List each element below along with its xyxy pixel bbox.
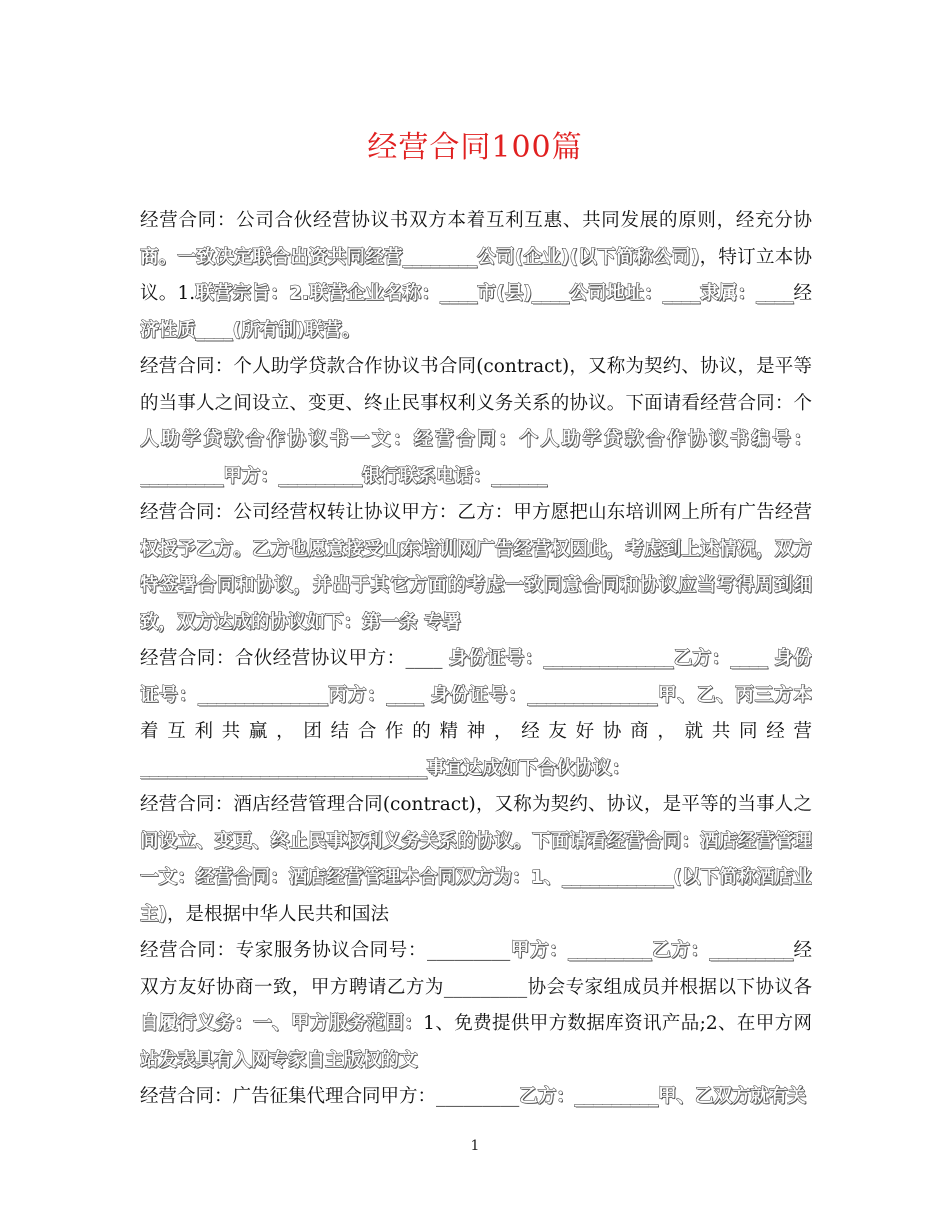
text-line bbox=[140, 756, 812, 782]
text-line bbox=[140, 902, 812, 928]
page-title: 经营合同100篇 bbox=[367, 130, 583, 165]
text-line bbox=[140, 573, 812, 599]
text-run: 经营合同：合伙经营协议甲方：____ bbox=[140, 648, 449, 669]
text-run: 经营合同：公司经营权转让协议甲方：乙方：甲方愿把山东培训网上所有广告经营 bbox=[140, 502, 812, 523]
text-run: 经营合同：专家服务协议合同号：_________ bbox=[140, 940, 511, 961]
text-line bbox=[140, 938, 812, 964]
text-line bbox=[140, 1011, 812, 1037]
text-run: 1、免费提供甲方数据库资讯产品;2、在甲方网 bbox=[423, 1013, 812, 1034]
text-run: 经营合同：酒店经营管理合同(contract)，又称为契约、协议，是平等的当事人之 bbox=[140, 794, 812, 815]
bold-text-run: _______________________________事宜达成如下合伙协议： bbox=[140, 757, 631, 779]
text-line bbox=[140, 208, 812, 234]
text-line bbox=[140, 975, 812, 1001]
bold-text-run: 联营宗旨：2.联营企业名称：____市(县)____公司地址：____隶属：____ bbox=[195, 283, 794, 304]
bold-text-run: 一文：经营合同：酒店经营管理本合同双方为：1、____________(以下简称酒店业 bbox=[140, 867, 812, 888]
text-line bbox=[140, 500, 812, 526]
text-line bbox=[140, 646, 812, 672]
bold-text-run: 甲方：_________乙方：_________ bbox=[510, 940, 793, 961]
text-line bbox=[140, 1084, 812, 1110]
text-line bbox=[140, 427, 812, 453]
page-number: 1 bbox=[470, 1138, 480, 1154]
text-line bbox=[140, 792, 812, 818]
bold-text-run: 特签署合同和协议，并出于其它方面的考虑一致同意合同和协议应当写得周到细 bbox=[140, 575, 812, 596]
text-run: 议。1. bbox=[140, 283, 196, 304]
bold-text-run: 间设立、变更、终止民事权利义务关系的协议。下面请看经营合同：酒店经营管理 bbox=[140, 830, 812, 852]
bold-text-run: 站发表具有入网专家自主版权的文 bbox=[140, 1049, 418, 1071]
text-line bbox=[140, 829, 812, 855]
text-run: ，特订立本协 bbox=[699, 246, 812, 268]
text-line bbox=[140, 391, 812, 417]
text-run: 经 bbox=[792, 940, 812, 961]
bold-text-run: 主) bbox=[140, 903, 167, 925]
text-run: 经营合同：个人助学贷款合作协议书合同(contract)，又称为契约、协议，是平等 bbox=[140, 356, 812, 377]
text-run: ，是根据中华人民共和国法 bbox=[166, 903, 389, 925]
text-run: 经营合同：公司合伙经营协议书双方本着互利互惠、共同发展的原则，经充分协 bbox=[140, 210, 812, 231]
bold-text-run: 权授予乙方。乙方也愿意接受山东培训网广告经营权因此，考虑到上述情况，双方 bbox=[140, 538, 812, 560]
bold-text-run: 人助学贷款合作协议书一文：经营合同：个人助学贷款合作协议书编号： bbox=[140, 429, 812, 450]
bold-text-run: 乙方：_________甲、乙双方就有关 bbox=[519, 1086, 807, 1107]
text-line bbox=[140, 245, 812, 271]
text-line bbox=[140, 354, 812, 380]
text-run: 着互利共赢，团结合作的精神，经友好协商，就共同经营 bbox=[140, 721, 812, 742]
text-line bbox=[140, 464, 812, 490]
bold-text-run: 自履行义务：一、甲方服务范围： bbox=[140, 1013, 424, 1034]
text-line bbox=[140, 281, 812, 307]
bold-text-run: _________甲方：_________银行联系电话：______ bbox=[140, 465, 548, 487]
bold-text-run: 证号：______________丙方：____ 身份证号：______________甲、乙、丙三方本 bbox=[140, 684, 812, 706]
text-line bbox=[140, 1048, 812, 1074]
text-run: 经 bbox=[793, 283, 812, 304]
text-run: 的当事人之间设立、变更、终止民事权利义务关系的协议。下面请看经营合同：个 bbox=[140, 392, 812, 414]
bold-text-run: 商。一致决定联合出资共同经营________公司(企业)(以下简称公司) bbox=[140, 246, 700, 268]
bold-text-run: 身份证号：______________乙方：____ 身份 bbox=[448, 648, 812, 669]
text-line bbox=[140, 537, 812, 563]
text-line bbox=[140, 865, 812, 891]
text-run: 经营合同：广告征集代理合同甲方：_________ bbox=[140, 1086, 520, 1107]
text-line bbox=[140, 610, 812, 636]
text-line bbox=[140, 719, 812, 745]
text-run: 双方友好协商一致，甲方聘请乙方为_________协会专家组成员并根据以下协议各 bbox=[140, 976, 812, 998]
text-line bbox=[140, 683, 812, 709]
bold-text-run: 致，双方达成的协议如下：第一条 专署 bbox=[140, 611, 461, 633]
text-line bbox=[140, 318, 812, 344]
bold-text-run: 济性质____(所有制)联营。 bbox=[140, 319, 361, 341]
